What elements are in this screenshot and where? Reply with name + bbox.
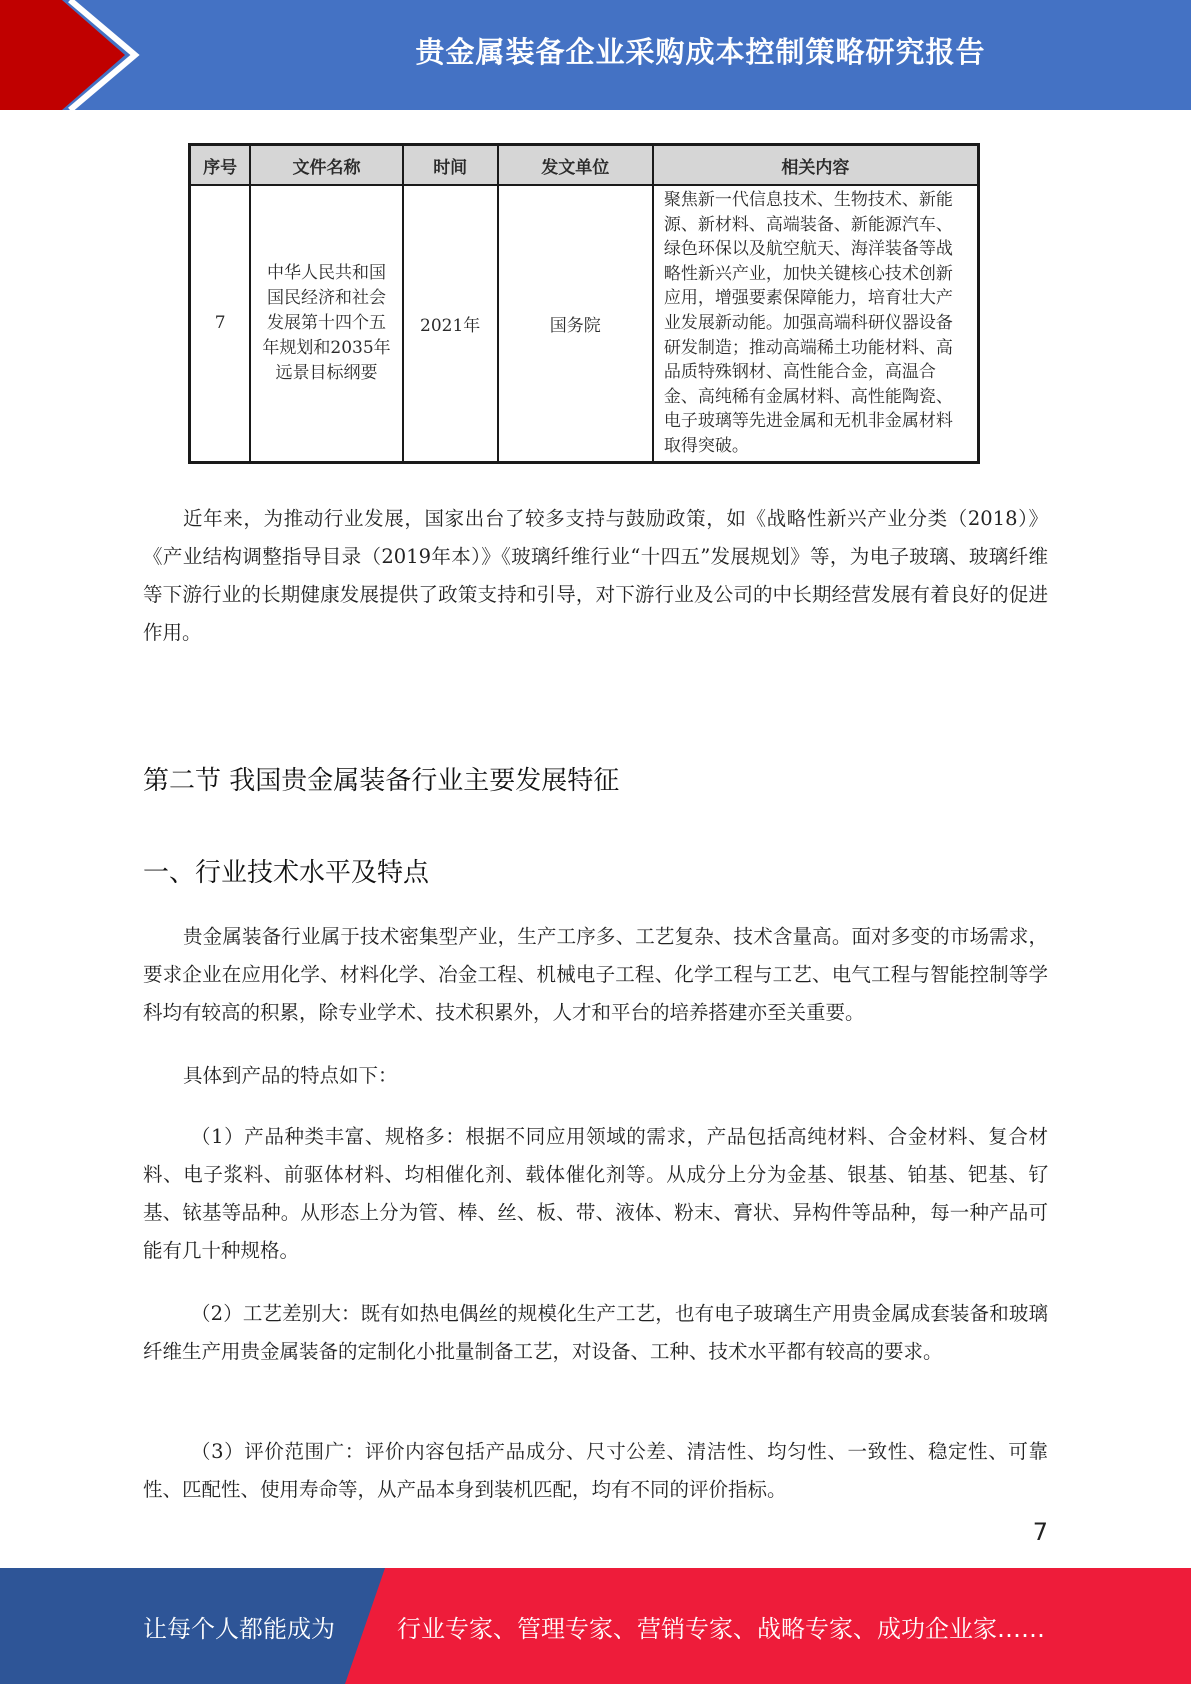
- page-footer: [0, 1568, 1191, 1684]
- policy-table: [188, 143, 980, 464]
- feature-1-paragraph: （1）产品种类丰富、规格多：根据不同应用领域的需求，产品包括高纯材料、合金材料、复合材料、电子浆料、前驱体材料、均相催化剂、载体催化剂等。从成分上分为金基、银基、铂基、钯基、钌基、铱基等品种。从形态上分为管、棒、丝、板、带、液体、粉末、膏状、异构件等品种，每一种产品可能有几十种规格。: [143, 1125, 1048, 1262]
- cell-issuer: 国务院: [498, 185, 653, 462]
- cell-time: 2021年: [403, 185, 498, 462]
- section-heading: 第二节 我国贵金属装备行业主要发展特征: [143, 766, 620, 796]
- report-title: 贵金属装备企业采购成本控制策略研究报告: [415, 34, 986, 69]
- features-intro-paragraph: 具体到产品的特点如下：: [183, 1064, 398, 1087]
- cell-no: 7: [190, 185, 251, 462]
- header-chevron-graphic: [0, 0, 150, 110]
- col-header-issuer: 发文单位: [498, 145, 653, 186]
- col-header-content: 相关内容: [653, 145, 979, 186]
- subsection-heading: 一、行业技术水平及特点: [143, 858, 430, 888]
- table-header-row: [190, 145, 979, 186]
- footer-slogan-left: 让每个人都能成为: [143, 1614, 335, 1643]
- col-header-no: 序号: [190, 145, 251, 186]
- tech-paragraph: 贵金属装备行业属于技术密集型产业，生产工序多、工艺复杂、技术含量高。面对多变的市场需求，要求企业在应用化学、材料化学、冶金工程、机械电子工程、化学工程与工艺、电气工程与智能控制等学科均有较高的积累，除专业学术、技术积累外，人才和平台的培养搭建亦至关重要。: [143, 925, 1048, 1024]
- page-header: [0, 0, 1191, 110]
- feature-3-paragraph: （3）评价范围广：评价内容包括产品成分、尺寸公差、清洁性、均匀性、一致性、稳定性、可靠性、匹配性、使用寿命等，从产品本身到装机匹配，均有不同的评价指标。: [143, 1440, 1048, 1501]
- cell-name: 中华人民共和国国民经济和社会发展第十四个五年规划和2035年远景目标纲要: [250, 185, 403, 462]
- intro-paragraph: 近年来，为推动行业发展，国家出台了较多支持与鼓励政策，如《战略性新兴产业分类（2018）》《产业结构调整指导目录（2019年本）》《玻璃纤维行业“十四五”发展规划》等，为电子玻璃、玻璃纤维等下游行业的长期健康发展提供了政策支持和引导，对下游行业及公司的中长期经营发展有着良好的促进作用。: [143, 507, 1048, 644]
- footer-slogan-right: 行业专家、管理专家、营销专家、战略专家、成功企业家……: [397, 1614, 1045, 1643]
- feature-2-paragraph: （2）工艺差别大：既有如热电偶丝的规模化生产工艺，也有电子玻璃生产用贵金属成套装备和玻璃纤维生产用贵金属装备的定制化小批量制备工艺，对设备、工种、技术水平都有较高的要求。: [143, 1302, 1048, 1363]
- cell-content: 聚焦新一代信息技术、生物技术、新能源、新材料、高端装备、新能源汽车、绿色环保以及航空航天、海洋装备等战略性新兴产业，加快关键核心技术创新应用，增强要素保障能力，培育壮大产业发展新动能。加强高端科研仪器设备研发制造；推动高端稀土功能材料、高品质特殊钢材、高性能合金，高温合金、高纯稀有金属材料、高性能陶瓷、电子玻璃等先进金属和无机非金属材料取得突破。: [653, 185, 979, 462]
- col-header-name: 文件名称: [250, 145, 403, 186]
- table-row: [190, 185, 979, 462]
- page-number: 7: [1032, 1518, 1048, 1546]
- col-header-time: 时间: [403, 145, 498, 186]
